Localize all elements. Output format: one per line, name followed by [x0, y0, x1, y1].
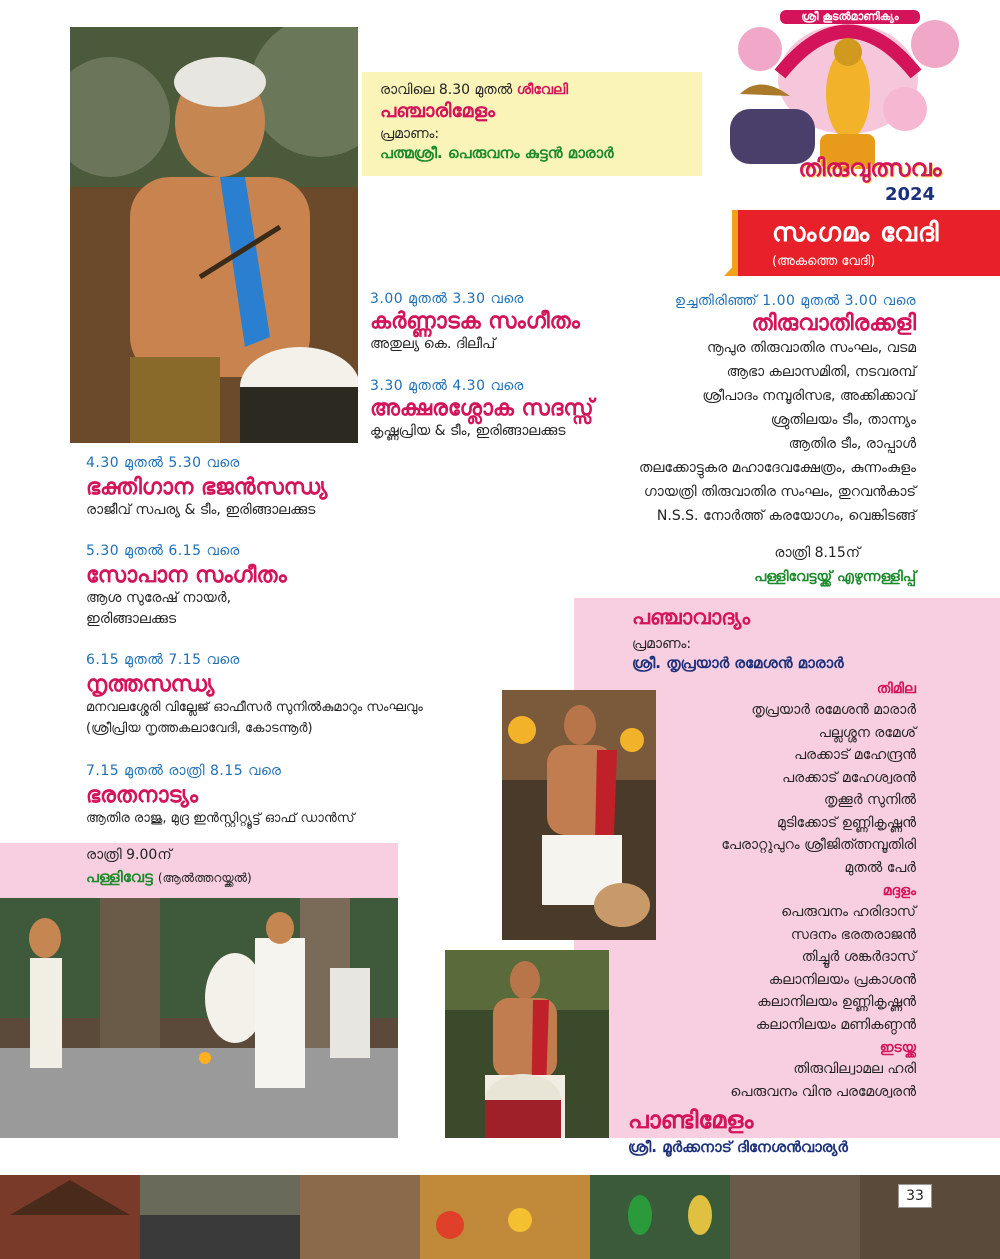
team-line: തലക്കോട്ടുകര മഹാദേവക്ഷേത്രം, കുന്നംകുളം: [639, 460, 916, 476]
event-time: 7.15 മുതൽ രാത്രി 8.15 വരെ: [86, 763, 282, 779]
team-line: ആതിര ടീം, രാപ്പാൾ: [788, 436, 916, 452]
event-performer: ആശ സുരേഷ് നായർ,: [86, 590, 232, 606]
event-bharathanatyam: [86, 763, 496, 829]
group-name: തിമില: [876, 681, 916, 697]
event-bhakthigana: [86, 455, 466, 521]
event-title: തിരുവാതിരക്കളി: [751, 311, 916, 336]
event-performer-place: ഇരിങ്ങാലക്കുട: [86, 611, 177, 627]
night-sub: (ആൽത്തറയ്ക്കൽ): [157, 871, 252, 885]
event-sopana-sangeetham: [86, 543, 466, 630]
event-time: 3.30 മുതൽ 4.30 വരെ: [370, 378, 524, 394]
morning-lead: പത്മശ്രീ. പെരുവനം കുട്ടൻ മാരാർ: [380, 144, 614, 162]
night-pallivetta-box: [0, 843, 398, 898]
event-nrithasandhya: [86, 652, 496, 739]
group-name: ഇടയ്ക്ക: [879, 1040, 916, 1056]
team-line: N.S.S. നോർത്ത് കരയോഗം, വെങ്കിടങ്ങ്: [656, 508, 916, 524]
member-line: സദനം ഭരതരാജൻ: [790, 926, 916, 943]
panchavadyam-header: [632, 605, 972, 672]
event-thiruvathirakkali: [560, 293, 916, 528]
member-line: കലാനിലയം മണികണ്ഠൻ: [755, 1016, 916, 1033]
member-line: പല്ലശ്ശന രമേശ്: [818, 724, 916, 741]
morning-lead-label: പ്രമാണം:: [380, 126, 440, 142]
logo-year: 2024: [884, 184, 936, 205]
photo-chenda-drummer: [70, 27, 358, 443]
festival-logo: [720, 4, 975, 209]
group-maddalam: [620, 883, 916, 1036]
event-time: 5.30 മുതൽ 6.15 വരെ: [86, 543, 240, 559]
event-title: സോപാന സംഗീതം: [86, 563, 287, 588]
team-line: ആഭാ കലാസമിതി, നടവരമ്പ്: [726, 364, 916, 380]
night-time: രാത്രി 9.00ന്: [86, 847, 172, 863]
night-ezhunnallippu: [600, 545, 916, 585]
panchavadyam-title: പഞ്ചാവാദ്യം: [632, 605, 751, 629]
photo-chenda-player: [445, 950, 609, 1138]
group-name: മദ്ദളം: [882, 883, 916, 899]
member-line: പേരാറ്റുപുറം ശ്രീജിത്ത്നമ്പൂതിരി: [721, 837, 916, 853]
venue-sub: (അകത്തെ വേദി): [772, 254, 876, 269]
pandimelam-section: [628, 1106, 988, 1156]
event-performer-place: (ശ്രീപ്രിയ നൃത്തകലാവേദി, കോടന്നൂർ): [86, 721, 313, 736]
event-title: ഭക്തിഗാന ഭജൻസന്ധ്യ: [86, 475, 328, 500]
member-line: തിരുവില്വാമല ഹരി: [793, 1061, 916, 1077]
member-line: മുതൽ പേർ: [844, 859, 916, 876]
night-right-time: രാത്രി 8.15ന്: [774, 545, 860, 561]
venue-name: സംഗമം വേദി: [772, 218, 940, 248]
event-title: ഭരതനാട്യം: [86, 783, 199, 808]
event-performer: അതുല്യ കെ. ദിലീപ്: [370, 336, 496, 352]
event-performer: മനവലശ്ശേരി വില്ലേജ് ഓഫീസർ സുനിൽകുമാറും സംഘവും: [86, 700, 423, 715]
event-performer: കൃഷ്ണപ്രിയ & ടീം, ഇരിങ്ങാലക്കുട: [370, 423, 566, 439]
logo-arc-text: ശ്രീ കൂടൽമാണിക്യം: [780, 10, 920, 24]
member-line: കലാനിലയം പ്രകാശൻ: [768, 971, 916, 988]
page-number: 33: [898, 1184, 932, 1208]
event-time: 4.30 മുതൽ 5.30 വരെ: [86, 455, 240, 471]
member-line: തിച്ചൂർ ശങ്കർദാസ്: [801, 949, 916, 965]
pandimelam-lead: ശ്രീ. മൂർക്കനാട് ദിനേശൻവാര്യർ: [628, 1138, 848, 1156]
event-time: ഉച്ചതിരിഞ്ഞ് 1.00 മുതൽ 3.00 വരെ: [674, 293, 916, 309]
event-title: അക്ഷരശ്ലോക സദസ്സ്: [370, 396, 594, 421]
event-time: 6.15 മുതൽ 7.15 വരെ: [86, 652, 240, 668]
team-line: ഗായത്രി തിരുവാതിര സംഘം, തുറവൻകാട്: [643, 484, 916, 500]
morning-title: പഞ്ചാരിമേളം: [380, 100, 496, 122]
morning-time-highlight: ശീവേലി: [516, 82, 569, 98]
photo-pallivetta-ritual: [0, 898, 398, 1138]
panchavadyam-lead-label: പ്രമാണം:: [632, 636, 692, 652]
bottom-photo-strip: [0, 1175, 1000, 1259]
team-line: നൂപുര തിരുവാതിര സംഘം, വടമ: [707, 340, 916, 356]
event-performer: ആതിര രാജു, മുദ്ര ഇൻസ്റ്റിറ്റ്യൂട്ട് ഓഫ് ഡാൻസ്: [86, 811, 355, 826]
group-idakka: [620, 1040, 916, 1103]
member-line: തൃക്കൂർ സുനിൽ: [823, 792, 916, 808]
venue-banner: [732, 210, 1000, 276]
member-line: മുടിക്കോട് ഉണ്ണികൃഷ്ണൻ: [776, 814, 916, 831]
member-line: പെരുവനം വിനു പരമേശ്വരൻ: [730, 1083, 916, 1100]
team-line: ശ്രുതിലയം ടീം, താന്ന്യം: [770, 412, 916, 428]
member-line: പരക്കാട് മഹേശ്വരൻ: [782, 769, 916, 786]
morning-event-box: [362, 72, 702, 176]
night-right-title: പള്ളിവേട്ടയ്ക്ക് എഴുന്നള്ളിപ്പ്: [754, 569, 916, 585]
panchavadyam-lead: ശ്രീ. തൃപ്രയാർ രമേശൻ മാരാർ: [632, 654, 844, 672]
member-line: കലാനിലയം ഉണ്ണികൃഷ്ണൻ: [757, 994, 916, 1010]
member-line: തൃപ്രയാർ രമേശൻ മാരാർ: [751, 702, 916, 718]
group-thimila: [620, 681, 916, 879]
team-line: ശ്രീപാദം നമ്പൂരിസഭ, അക്കിക്കാവ്: [702, 388, 916, 404]
member-line: പെരുവനം ഹരിദാസ്: [781, 904, 916, 920]
event-title: നൃത്തസന്ധ്യ: [86, 672, 215, 697]
night-title: പള്ളിവേട്ട: [86, 868, 153, 886]
event-title: കർണ്ണാടക സംഗീതം: [370, 309, 580, 334]
event-time: 3.00 മുതൽ 3.30 വരെ: [370, 291, 524, 307]
logo-title: തിരുവുത്സവം: [798, 154, 942, 182]
photo-thimila-player: [502, 690, 656, 940]
pandimelam-title: പാണ്ടിമേളം: [628, 1106, 754, 1134]
morning-time: രാവിലെ 8.30 മുതൽ: [380, 82, 513, 98]
member-line: പരക്കാട് മഹേന്ദ്രൻ: [794, 747, 916, 763]
event-performer: രാജീവ് സപര്യ & ടീം, ഇരിങ്ങാലക്കുട: [86, 502, 316, 518]
